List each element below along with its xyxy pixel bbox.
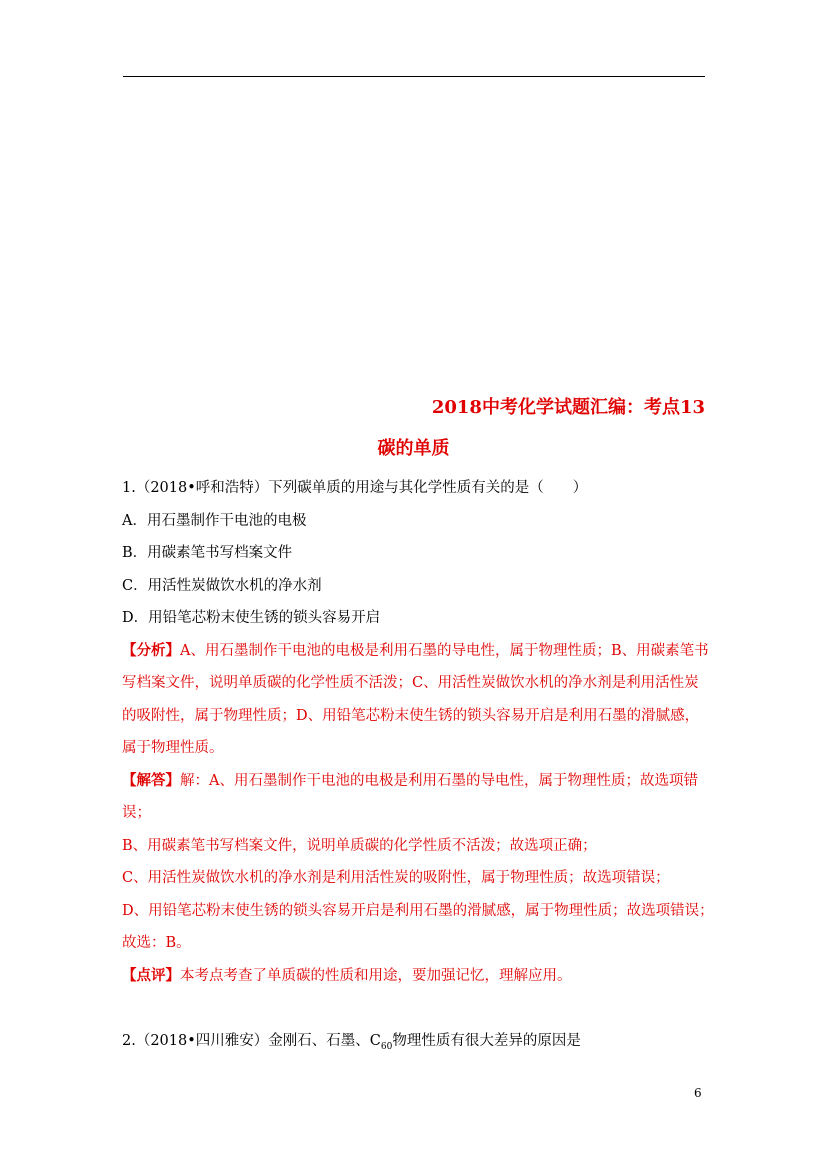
q1-analysis-line-4: 属于物理性质。	[122, 740, 224, 756]
q1-option-c: C．用活性炭做饮水机的净水剂	[122, 578, 322, 594]
q1-option-a: A．用石墨制作干电池的电极	[122, 513, 307, 529]
q1-answer-line-2: 误；	[122, 805, 151, 821]
q1-answer-line-6: 故选：B。	[122, 935, 191, 951]
q1-analysis-line-2: 写档案文件，说明单质碳的化学性质不活泼；C、用活性炭做饮水机的净水剂是利用活性炭	[122, 675, 699, 691]
q2-stem: 2.（2018•四川雅安）金刚石、石墨、$C_{60}$物理性质有很大差异的原因是	[122, 1033, 581, 1052]
q1-answer-line-3: B、用碳素笔书写档案文件，说明单质碳的化学性质不活泼；故选项正确；	[122, 838, 597, 854]
doc-subtitle: 碳的单质	[377, 438, 450, 459]
header-rule	[123, 76, 705, 77]
q1-option-b: B．用碳素笔书写档案文件	[122, 545, 293, 561]
answer-tag: 【解答】	[122, 772, 180, 789]
comment-tag: 【点评】	[122, 967, 180, 984]
analysis-tag: 【分析】	[122, 642, 180, 659]
q1-answer-line-5: D、用铅笔芯粉末使生锈的锁头容易开启是利用石墨的滑腻感，属于物理性质；故选项错误；	[122, 903, 714, 919]
q1-analysis-line-1: 【分析】A、用石墨制作干电池的电极是利用石墨的导电性，属于物理性质；B、用碳素笔书	[122, 642, 709, 659]
q1-stem: 1.（2018•呼和浩特）下列碳单质的用途与其化学性质有关的是（ ）	[122, 480, 588, 496]
page-number: 6	[694, 1086, 702, 1100]
q1-answer-line-4: C、用活性炭做饮水机的净水剂是利用活性炭的吸附性，属于物理性质；故选项错误；	[122, 870, 670, 886]
q1-analysis-line-3: 的吸附性，属于物理性质；D、用铅笔芯粉末使生锈的锁头容易开启是利用石墨的滑腻感，	[122, 708, 700, 724]
doc-title: 2018中考化学试题汇编：考点13	[431, 397, 705, 418]
q1-answer-line-1: 【解答】解：A、用石墨制作干电池的电极是利用石墨的导电性，属于物理性质；故选项错	[122, 772, 698, 789]
q1-option-d: D．用铅笔芯粉末使生锈的锁头容易开启	[122, 610, 381, 626]
q1-comment: 【点评】本考点考查了单质碳的性质和用途，要加强记忆，理解应用。	[122, 967, 572, 984]
